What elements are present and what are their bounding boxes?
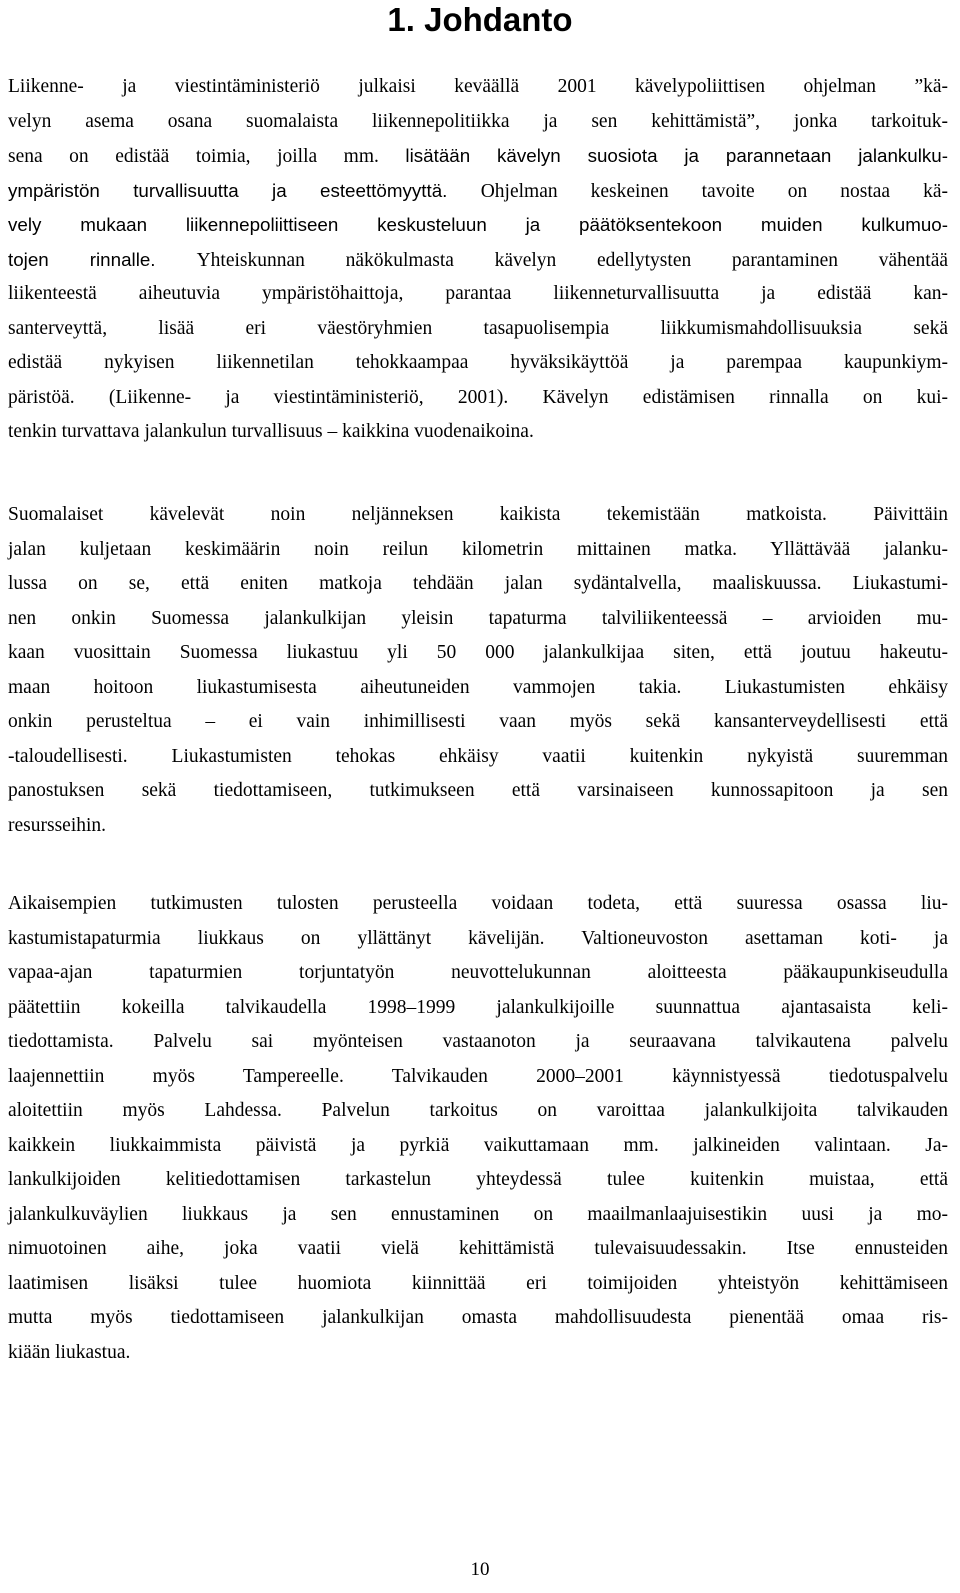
text-line — [8, 1163, 948, 1198]
text-line — [8, 602, 948, 637]
text-run: tenkin turvattava jalankulun turvallisuus – kaikkina vuodenaikoina. — [8, 421, 534, 442]
text-run: Yhteiskunnan näkökulmasta kävelyn edellytysten parantaminen vähentää — [196, 249, 949, 271]
text-line — [8, 174, 948, 209]
text-run: vely mukaan liikennepoliittiseen keskusteluun ja päätöksentekoon muiden kulkumuo- — [8, 214, 948, 235]
text-run: ympäristön turvallisuutta ja esteettömyyttä. — [8, 179, 481, 201]
text-run: jalan kuljetaan keskimäärin noin reilun kilometrin mittainen matka. Yllättävää jalanku- — [8, 538, 948, 560]
text-run: päristöä. (Liikenne- ja viestintäministeriö, 2001). Kävelyn edistämisen rinnalla on kui- — [8, 386, 948, 408]
text-line — [8, 1094, 948, 1129]
text-line — [8, 1025, 948, 1060]
text-run: lankulkijoiden kelitiedottamisen tarkastelun yhteydessä tulee kuitenkin muistaa, että — [8, 1169, 948, 1190]
text-line — [8, 774, 948, 809]
text-line — [8, 1060, 948, 1095]
text-run: lussa on se, että eniten matkoja tehdään jalan sydäntalvella, maaliskuussa. Liukastumi- — [8, 573, 948, 594]
text-line — [8, 809, 948, 844]
text-line — [8, 243, 948, 278]
page-number: 10 — [470, 1559, 490, 1580]
text-run: laajennettiin myös Tampereelle. Talvikauden 2000–2001 käynnistyessä tiedotuspalvelu — [8, 1065, 948, 1087]
text-run: nen onkin Suomessa jalankulkijan yleisin tapaturma talviliikenteessä – arvioiden mu- — [8, 607, 948, 629]
text-line — [8, 105, 948, 140]
text-run: kiään liukastua. — [8, 1341, 131, 1363]
text-run: onkin perusteltua – ei vain inhimillisesti vaan myös sekä kansanterveydellisesti että — [8, 711, 948, 732]
text-run: kaikkein liukkaimmista päivistä ja pyrkiä vaikuttamaan mm. jalkineiden valintaan. Ja- — [8, 1134, 948, 1156]
text-run: liikenteestä aiheutuvia ympäristöhaittoja, parantaa liikenneturvallisuutta ja edistää kan- — [8, 283, 948, 304]
text-run: santerveyttä, lisää eri väestöryhmien tasapuolisempia liikkumismahdollisuuksia sekä — [8, 317, 948, 339]
text-line — [8, 346, 948, 381]
text-run: Suomalaiset kävelevät noin neljänneksen kaikista tekemistään matkoista. Päivittäin — [8, 504, 948, 525]
text-run: Liikenne- ja viestintäministeriö julkaisi keväällä 2001 kävelypoliittisen ohjelman ”kä- — [8, 76, 948, 97]
text-line — [8, 312, 948, 347]
text-line — [8, 70, 948, 105]
paragraph-2 — [8, 498, 948, 843]
text-line — [8, 533, 948, 568]
text-line — [8, 1232, 948, 1267]
text-run: panostuksen sekä tiedottamiseen, tutkimukseen että varsinaiseen kunnossapitoon ja sen — [8, 780, 948, 801]
text-run: kaan vuosittain Suomessa liukastuu yli 50 000 jalankulkijaa siten, että joutuu hakeutu- — [8, 642, 948, 663]
text-line — [8, 1301, 948, 1336]
text-run: nimuotoinen aihe, joka vaatii vielä kehittämistä tulevaisuudessakin. Itse ennusteiden — [8, 1238, 948, 1259]
text-line — [8, 956, 948, 991]
text-line — [8, 1336, 948, 1371]
section-heading: 1. Johdanto — [387, 1, 573, 38]
text-line — [8, 415, 948, 450]
text-line — [8, 671, 948, 706]
text-line — [8, 922, 948, 957]
text-run: resursseihin. — [8, 814, 107, 836]
text-run: vapaa-ajan tapaturmien torjuntatyön neuvottelukunnan aloitteesta pääkaupunkiseudulla — [8, 962, 948, 983]
text-line — [8, 139, 948, 174]
text-run: edistää nykyisen liikennetilan tehokkaampaa hyväksikäyttöä ja parempaa kaupunkiym- — [8, 352, 948, 373]
text-line — [8, 498, 948, 533]
text-run: kastumistapaturmia liukkaus on yllättänyt kävelijän. Valtioneuvoston asettaman koti- ja — [8, 927, 948, 949]
text-run: tiedottamista. Palvelu sai myönteisen vastaanoton ja seuraavana talvikautena palvelu — [8, 1031, 948, 1052]
text-line — [8, 887, 948, 922]
text-line — [8, 381, 948, 416]
text-line — [8, 740, 948, 775]
text-run: maan hoitoon liukastumisesta aiheutuneiden vammojen takia. Liukastumisten ehkäisy — [8, 676, 948, 698]
text-run: tojen rinnalle. — [8, 248, 197, 270]
text-line — [8, 1198, 948, 1233]
text-line — [8, 1267, 948, 1302]
text-run: velyn asema osana suomalaista liikennepolitiikka ja sen kehittämistä”, jonka tarkoituk- — [8, 110, 948, 132]
text-run: aloitettiin myös Lahdessa. Palvelun tarkoitus on varoittaa jalankulkijoita talvikauden — [8, 1100, 948, 1121]
paragraph-1 — [8, 70, 948, 450]
text-run: Ohjelman keskeinen tavoite on nostaa kä- — [480, 180, 948, 202]
text-run: mutta myös tiedottamiseen jalankulkijan omasta mahdollisuudesta pienentää omaa ris- — [8, 1307, 948, 1328]
text-line — [8, 208, 948, 243]
text-line — [8, 991, 948, 1026]
text-run: laatimisen lisäksi tulee huomiota kiinnittää eri toimijoiden yhteistyön kehittämiseen — [8, 1272, 948, 1294]
text-run: Aikaisempien tutkimusten tulosten perusteella voidaan todeta, että suuressa osassa liu- — [8, 893, 948, 914]
text-line — [8, 705, 948, 740]
text-line — [8, 1129, 948, 1164]
text-line — [8, 277, 948, 312]
text-run: lisätään kävelyn suosiota ja parannetaan jalankulku- — [405, 145, 948, 166]
text-run: sena on edistää toimia, joilla mm. — [8, 146, 406, 167]
text-run: päätettiin kokeilla talvikaudella 1998–1999 jalankulkijoille suunnattua ajantasaista keli- — [8, 996, 948, 1018]
text-line — [8, 567, 948, 602]
text-run: -taloudellisesti. Liukastumisten tehokas ehkäisy vaatii kuitenkin nykyistä suuremman — [8, 745, 948, 767]
text-run: jalankulkuväylien liukkaus ja sen ennustaminen on maailmanlaajuisestikin uusi ja mo- — [8, 1203, 948, 1225]
paragraph-3 — [8, 887, 948, 1370]
text-line — [8, 636, 948, 671]
